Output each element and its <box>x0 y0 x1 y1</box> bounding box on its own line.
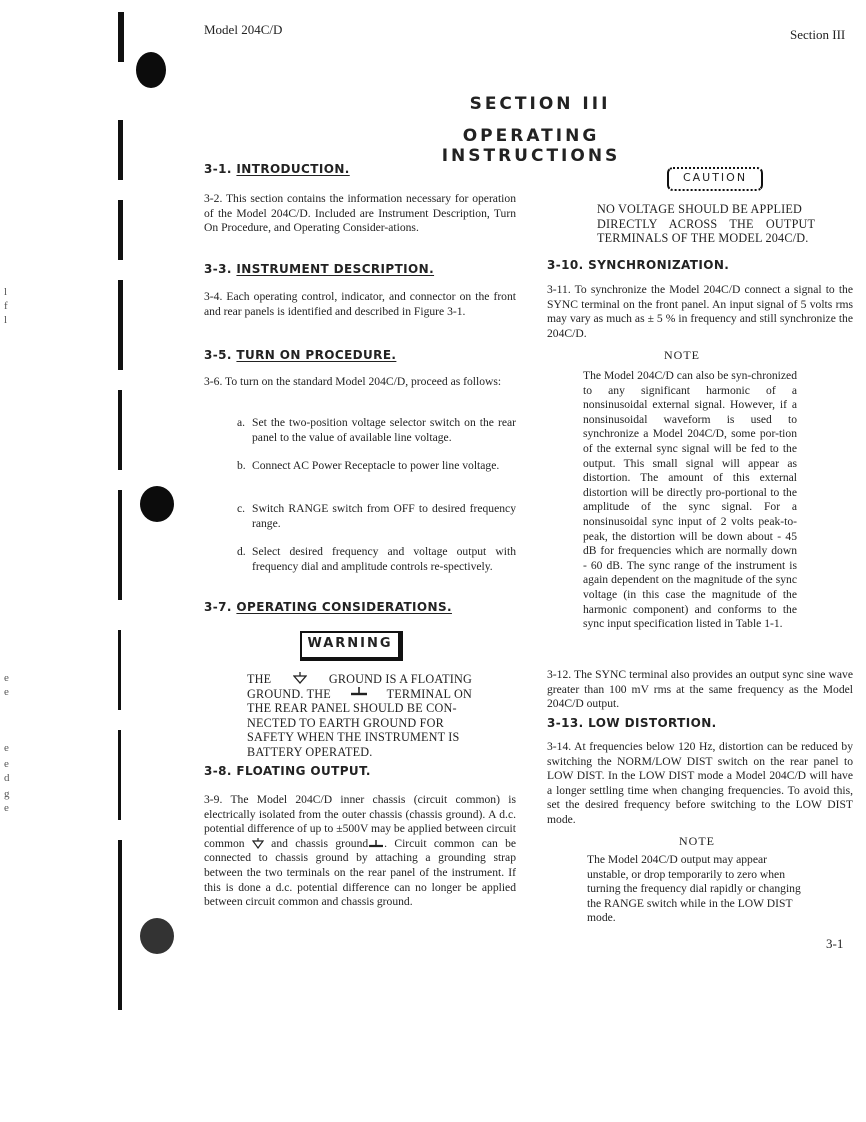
note-heading: NOTE <box>679 834 715 848</box>
paragraph-3-11: 3-11. To synchronize the Model 204C/D connect a signal to the SYNC terminal on the front panel. An input signal of 5 volts rms may vary as much as ± 5 % in frequency and still synchronize the 204C/D. <box>547 283 853 340</box>
heading-3-3: 3-3. INSTRUMENT DESCRIPTION. <box>204 262 435 276</box>
warning-line: BATTERY OPERATED. <box>247 744 373 759</box>
chassis-ground-icon <box>368 840 384 849</box>
binder-bar <box>118 120 123 180</box>
list-text: Switch RANGE switch from OFF to desired frequency range. <box>252 502 516 530</box>
caution-text <box>597 202 819 246</box>
margin-mark: f <box>4 300 8 312</box>
list-text: Select desired frequency and voltage output with frequency dial and amplitude controls re-spectively. <box>252 545 516 573</box>
section-number: SECTION III <box>469 94 611 114</box>
warning-line: THE REAR PANEL SHOULD BE CON- <box>247 701 457 716</box>
list-text: Set the two-position voltage selector switch on the rear panel to the value of available line voltage. <box>252 416 516 444</box>
paragraph-3-6: 3-6. To turn on the standard Model 204C/D, proceed as follows: <box>204 375 502 388</box>
binder-bar <box>118 490 122 600</box>
paragraph-3-14: 3-14. At frequencies below 120 Hz, distortion can be reduced by switching the NORM/LOW DIST switch on the rear panel to LOW DIST. In the LOW DIST mode a Model 204C/D will have a longer settling time when changing frequencies. To avoid this, set the desired frequency before switching to the LOW DIST mode. <box>547 740 853 826</box>
binder-bar <box>118 390 122 470</box>
heading-3-13: 3-13. LOW DISTORTION. <box>547 716 717 730</box>
caution-line: NO VOLTAGE SHOULD BE APPLIED <box>597 202 803 216</box>
section-title: OPERATING INSTRUCTIONS <box>441 126 621 166</box>
margin-mark: g <box>4 788 10 800</box>
list-item <box>237 502 516 531</box>
margin-mark: e <box>4 686 9 698</box>
caution-line: TERMINALS OF THE MODEL 204C/D. <box>597 231 809 246</box>
page-number: 3-1 <box>826 936 844 951</box>
heading-3-1: 3-1. INTRODUCTION. <box>204 162 350 176</box>
paragraph-3-4: 3-4. Each operating control, indicator, and connector on the front and rear panels is identified and described in Figure 3-1. <box>204 290 516 318</box>
binder-bar <box>118 630 121 710</box>
margin-mark: l <box>4 286 8 298</box>
list-item <box>237 416 516 445</box>
caution-box: CAUTION <box>667 167 763 191</box>
warning-line: THE GROUND IS A FLOATING <box>247 672 472 686</box>
paragraph-3-9: 3-9. The Model 204C/D inner chassis (circuit common) is electrically isolated from the outer chassis (chassis ground). A d.c. potential difference of up to ±500V may be applied between circuit common and chassis ground . Circuit common can be connected to chassis ground by attaching a grounding strap between the two terminals on the rear panel of the instrument. If this is done a d.c. potential difference can no longer be applied between circuit common and chassis ground. <box>204 793 517 909</box>
warning-line: SAFETY WHEN THE INSTRUMENT IS <box>247 730 460 745</box>
binder-bar <box>118 12 124 62</box>
list-text: Connect AC Power Receptacle to power line voltage. <box>252 459 500 472</box>
caution-line: DIRECTLY ACROSS THE OUTPUT <box>597 216 816 231</box>
binder-bar <box>118 280 123 370</box>
list-item <box>237 459 516 474</box>
margin-mark: d <box>4 772 10 784</box>
binder-bar <box>118 840 122 1010</box>
binder-bar <box>118 200 123 260</box>
warning-line: NECTED TO EARTH GROUND FOR <box>247 715 444 730</box>
header-model: Model 204C/D <box>204 22 283 37</box>
warning-line: GROUND. THE TERMINAL ON <box>247 686 472 701</box>
note-body: The Model 204C/D can also be syn-chronized to any significant harmonic of a nonsinusoidal external signal. However, if a nonsinusoidal waveform is used to synchronize a Model 204C/D, some por-tion of the external sync signal will be fed to the output. This small signal will appear as distortion. The amount of this external distortion will be directly pro-portional to the amplitude of the sync signal. For a nonsinusoidal sync input of 2 volts peak-to-peak, the distortion will be down about - 45 dB for frequencies which are normally down - 60 dB. The sync range of the instrument is again dependent on the magnitude of the sync voltage (in this case the magnitude of the harmonic component) and conforms to the sync input specification listed in Table 1-1. <box>583 369 797 631</box>
note-body: The Model 204C/D output may appear unstable, or drop temporarily to zero when turning the frequency dial rapidly or changing the RANGE switch while in the LOW DIST mode. <box>587 853 801 925</box>
paragraph-3-2: 3-2. This section contains the information necessary for operation of the Model 204C/D. Included are Instrument Description, Turn On Procedure, and Operating Consider-ations. <box>204 192 516 235</box>
list-label: d. <box>237 545 246 558</box>
list-item <box>237 545 516 574</box>
margin-mark: e <box>4 672 9 684</box>
heading-3-7: 3-7. OPERATING CONSIDERATIONS. <box>204 600 452 614</box>
list-label: b. <box>237 459 246 472</box>
heading-3-8: 3-8. FLOATING OUTPUT. <box>204 764 371 778</box>
margin-mark: l <box>4 314 8 326</box>
margin-mark: e <box>4 742 9 754</box>
binder-hole <box>136 52 166 88</box>
margin-mark: e <box>4 758 9 770</box>
binder-hole <box>140 918 174 954</box>
circuit-common-icon <box>293 672 307 684</box>
warning-text <box>247 672 472 760</box>
circuit-common-icon <box>252 838 264 849</box>
list-label: a. <box>237 416 246 429</box>
list-label: c. <box>237 502 246 515</box>
chassis-ground-icon <box>350 687 368 697</box>
header-section: Section III <box>790 27 846 42</box>
heading-3-5: 3-5. TURN ON PROCEDURE. <box>204 348 397 362</box>
binder-bar <box>118 730 121 820</box>
binder-hole <box>140 486 174 522</box>
heading-3-10: 3-10. SYNCHRONIZATION. <box>547 258 730 272</box>
note-heading: NOTE <box>664 348 700 362</box>
margin-mark: e <box>4 802 9 814</box>
paragraph-3-12: 3-12. The SYNC terminal also provides an output sync sine wave greater than 100 mV rms at the same frequency as the Model 204C/D output. <box>547 668 853 711</box>
warning-box: WARNING <box>300 631 403 661</box>
